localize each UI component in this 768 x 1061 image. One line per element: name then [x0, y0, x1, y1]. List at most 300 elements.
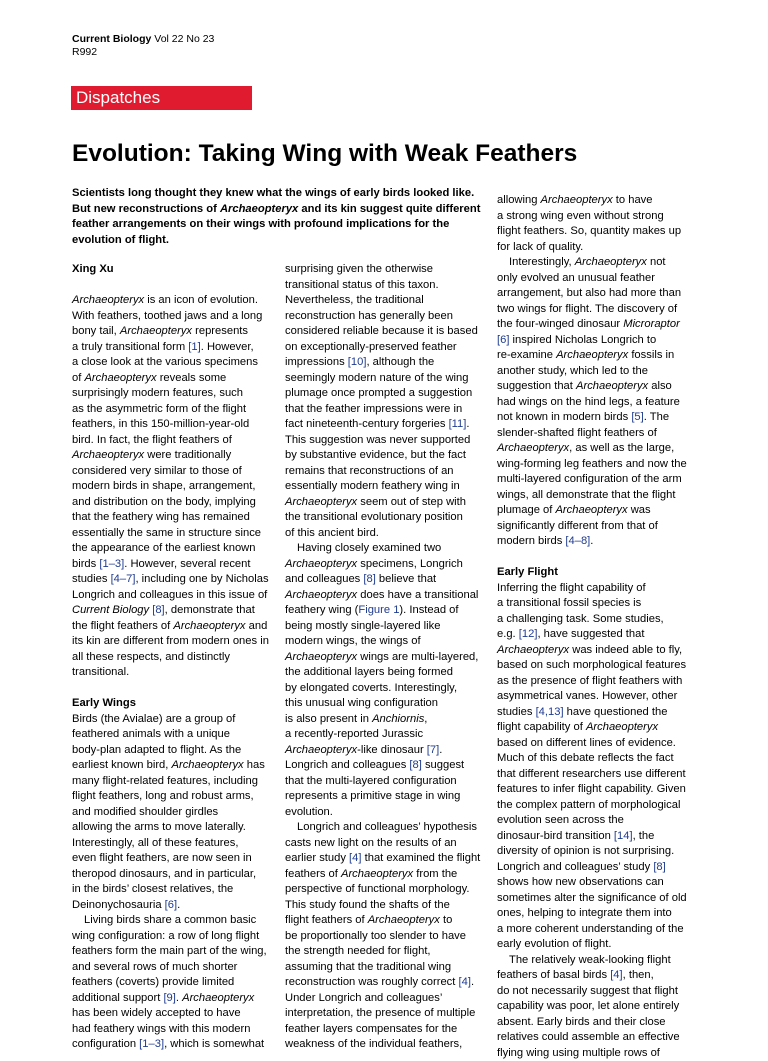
text-run: in the birds’ closest relatives, the: [72, 883, 233, 895]
text-run: as the presence of flight feathers with: [497, 675, 682, 687]
body-line: [285, 448, 485, 464]
body-line: [497, 1030, 702, 1046]
body-line: [72, 805, 272, 821]
text-run: and its kin suggest quite different: [298, 203, 480, 215]
body-line: [285, 495, 485, 511]
citation-link[interactable]: [10]: [348, 356, 367, 368]
body-line: [285, 526, 485, 542]
body-line: [497, 209, 702, 225]
body-line: [497, 953, 702, 969]
citation-link[interactable]: [4,13]: [536, 706, 564, 718]
text-run: feathers form the main part of the wing,: [72, 945, 267, 957]
body-line: [285, 975, 485, 991]
article-abstract: [72, 186, 462, 248]
body-line: [285, 836, 485, 852]
body-line: [285, 386, 485, 402]
body-column-1: [72, 262, 272, 1053]
body-line: [285, 479, 485, 495]
text-run: Scientists long thought they knew what the wings of early birds looked like.: [72, 187, 474, 199]
text-run: evolution of flight.: [72, 234, 169, 246]
body-line: [72, 417, 272, 433]
text-run: evolution.: [285, 806, 333, 818]
citation-link[interactable]: [8]: [653, 861, 665, 873]
body-line: [285, 433, 485, 449]
text-run: by substantive evidence, but the fact: [285, 449, 466, 461]
text-run: -like dinosaur: [357, 744, 427, 756]
text-run: being mostly single-layered like: [285, 620, 440, 632]
italic-term: Current Biology: [72, 604, 149, 616]
text-run: dinosaur-bird transition: [497, 830, 614, 842]
italic-term: Archaeopteryx: [72, 449, 144, 461]
body-line: [72, 402, 272, 418]
body-line: [72, 448, 272, 464]
body-line: [72, 727, 272, 743]
body-line: [72, 960, 272, 976]
body-line: [497, 705, 702, 721]
body-column-3: [497, 193, 702, 1061]
citation-link[interactable]: Figure 1: [358, 604, 399, 616]
text-run: The relatively weak-looking flight: [509, 954, 671, 966]
citation-link[interactable]: [1–3]: [99, 558, 124, 570]
journal-header: [72, 33, 214, 59]
text-run: body-plan adapted to flight. As the: [72, 744, 241, 756]
body-line: [285, 929, 485, 945]
body-line: [497, 193, 702, 209]
italic-term: Archaeopteryx: [368, 914, 440, 926]
body-line: [497, 457, 702, 473]
body-line: [72, 572, 272, 588]
body-line: [72, 355, 272, 371]
body-line: [497, 255, 702, 271]
section-heading: Early Flight: [497, 565, 702, 581]
text-run: had wings on the hind legs, a feature: [497, 396, 680, 408]
text-run: for lack of quality.: [497, 241, 583, 253]
body-line: [497, 581, 702, 597]
text-run: Under Longrich and colleagues’: [285, 992, 442, 1004]
body-line: [497, 736, 702, 752]
body-line: [285, 805, 485, 821]
text-run: was: [628, 504, 651, 516]
text-run: not known in modern birds: [497, 411, 631, 423]
text-run: feather layers compensates for the: [285, 1023, 457, 1035]
text-run: features to infer flight capability. Given: [497, 783, 686, 795]
body-line: [497, 503, 702, 519]
body-line: [497, 798, 702, 814]
text-run: configuration: [72, 1038, 139, 1050]
body-line: [497, 317, 702, 333]
text-run: plumage once prompted a suggestion: [285, 387, 472, 399]
text-run: , have suggested that: [537, 628, 644, 640]
body-line: [285, 402, 485, 418]
text-run: asymmetrical vanes. However, other: [497, 690, 677, 702]
text-run: Living birds share a common basic: [84, 914, 256, 926]
body-line: [285, 1037, 485, 1053]
text-run: feathery wing (: [285, 604, 358, 616]
text-run: that examined the flight: [362, 852, 481, 864]
text-run: .: [176, 992, 182, 1004]
body-line: [72, 588, 272, 604]
body-line: [497, 1015, 702, 1031]
text-run: , the: [633, 830, 655, 842]
text-run: Longrich and colleagues’ study: [497, 861, 653, 873]
text-run: slender-shafted flight feathers of: [497, 427, 657, 439]
text-run: suggestion that: [497, 380, 576, 392]
body-line: [72, 510, 272, 526]
text-run: has been widely accepted to have: [72, 1007, 241, 1019]
text-run: suggest: [422, 759, 464, 771]
citation-link[interactable]: [4]: [349, 852, 361, 864]
body-line: [497, 410, 702, 426]
body-line: [497, 224, 702, 240]
body-line: [285, 309, 485, 325]
text-run: reconstruction has generally been: [285, 310, 453, 322]
body-line: [72, 743, 272, 759]
text-run: ). Instead of: [399, 604, 458, 616]
body-line: [72, 882, 272, 898]
body-line: [72, 634, 272, 650]
section-label: Dispatches: [76, 88, 160, 108]
text-run: Inferring the flight capability of: [497, 582, 646, 594]
body-line: [285, 588, 485, 604]
citation-link[interactable]: [5]: [631, 411, 643, 423]
italic-term: Archaeopteryx: [182, 992, 254, 1004]
body-line: [72, 836, 272, 852]
body-line: [497, 999, 702, 1015]
text-run: flying wing using multiple rows of: [497, 1047, 660, 1059]
body-line: [497, 519, 702, 535]
italic-term: Anchiornis: [372, 713, 424, 725]
text-run: and several rows of much shorter: [72, 961, 237, 973]
italic-term: Archaeopteryx: [84, 372, 156, 384]
italic-term: Archaeopteryx: [285, 558, 357, 570]
body-line: [72, 479, 272, 495]
body-line: [497, 1046, 702, 1061]
text-run: a recently-reported Jurassic: [285, 728, 423, 740]
text-run: does have a transitional: [357, 589, 478, 601]
body-line: [285, 882, 485, 898]
body-line: [285, 712, 485, 728]
body-line: [72, 603, 272, 619]
citation-link[interactable]: [9]: [163, 992, 175, 1004]
text-run: , demonstrate that: [165, 604, 255, 616]
body-line: [285, 867, 485, 883]
text-run: ,: [424, 713, 427, 725]
text-run: This suggestion was never supported: [285, 434, 470, 446]
body-line: [72, 309, 272, 325]
text-run: is an icon of evolution.: [144, 294, 258, 306]
citation-link[interactable]: [12]: [519, 628, 538, 640]
text-run: wings, all demonstrate that the flight: [497, 489, 675, 501]
text-run: the strength needed for flight,: [285, 945, 431, 957]
text-run: a challenging task. Some studies,: [497, 613, 664, 625]
text-run: impressions: [285, 356, 348, 368]
citation-link[interactable]: [6]: [497, 334, 509, 346]
italic-term: Archaeopteryx: [576, 380, 648, 392]
citation-link[interactable]: [4]: [458, 976, 470, 988]
italic-term: Archaeopteryx: [586, 721, 658, 733]
text-run: , then,: [623, 969, 654, 981]
body-line: [497, 658, 702, 674]
text-run: all these respects, and distinctly: [72, 651, 230, 663]
citation-link[interactable]: [11]: [449, 418, 467, 430]
text-run: have questioned the: [564, 706, 668, 718]
body-line: [72, 650, 272, 666]
abstract-line: [72, 202, 462, 218]
body-line: [72, 324, 272, 340]
italic-term: Microraptor: [623, 318, 680, 330]
paragraph-gap: [497, 550, 702, 566]
text-run: .: [177, 899, 180, 911]
text-run: . However, several recent: [124, 558, 250, 570]
body-line: [72, 820, 272, 836]
body-line: [497, 844, 702, 860]
body-line: [72, 975, 272, 991]
body-line: [285, 898, 485, 914]
text-run: of this ancient bird.: [285, 527, 379, 539]
citation-link[interactable]: [1]: [188, 341, 200, 353]
body-line: [285, 417, 485, 433]
citation-link[interactable]: [4–8]: [565, 535, 590, 547]
text-run: to have: [613, 194, 653, 206]
italic-term: Archaeopteryx: [172, 759, 244, 771]
body-line: [497, 426, 702, 442]
text-run: were traditionally: [144, 449, 231, 461]
text-run: and modified shoulder girdles: [72, 806, 218, 818]
abstract-line: [72, 233, 462, 249]
body-line: [285, 681, 485, 697]
text-run: Interestingly, all of these features,: [72, 837, 238, 849]
text-run: that the feathery wing has remained: [72, 511, 250, 523]
text-run: feathers of: [285, 868, 341, 880]
text-run: that different researchers use different: [497, 768, 686, 780]
text-run: remains that reconstructions of an: [285, 465, 454, 477]
text-run: modern wings, the wings of: [285, 635, 421, 647]
body-line: [72, 913, 272, 929]
text-run: bony tail,: [72, 325, 120, 337]
body-line: [72, 898, 272, 914]
body-line: [72, 619, 272, 635]
citation-link[interactable]: [6]: [165, 899, 177, 911]
body-line: [72, 774, 272, 790]
text-run: wings are multi-layered,: [357, 651, 478, 663]
body-line: [497, 643, 702, 659]
body-line: [497, 302, 702, 318]
body-line: [285, 572, 485, 588]
body-line: [72, 526, 272, 542]
body-line: [285, 278, 485, 294]
body-line: [497, 627, 702, 643]
text-run: a strong wing even without strong: [497, 210, 664, 222]
text-run: bird. In fact, the flight feathers of: [72, 434, 232, 446]
text-run: arrangement, but also had more than: [497, 287, 681, 299]
body-line: [285, 665, 485, 681]
body-line: [285, 944, 485, 960]
citation-link[interactable]: [14]: [614, 830, 633, 842]
text-run: a more coherent understanding of the: [497, 923, 684, 935]
citation-link[interactable]: [1–3]: [139, 1038, 164, 1050]
italic-term: Archaeopteryx: [541, 194, 613, 206]
text-run: based on such morphological features: [497, 659, 686, 671]
text-run: the transitional evolutionary position: [285, 511, 463, 523]
italic-term: Archaeopteryx: [555, 504, 627, 516]
body-line: [497, 813, 702, 829]
text-run: that the feather impressions were in: [285, 403, 462, 415]
body-column-2: [285, 262, 485, 1053]
text-run: casts new light on the results of an: [285, 837, 457, 849]
body-line: [285, 510, 485, 526]
text-run: weakness of the individual feathers,: [285, 1038, 462, 1050]
italic-term: Archaeopteryx: [497, 644, 569, 656]
body-line: [497, 441, 702, 457]
text-run: many flight-related features, including: [72, 775, 258, 787]
text-run: flight feathers. So, quantity makes up: [497, 225, 681, 237]
text-run: inspired Nicholas Longrich to: [509, 334, 656, 346]
text-run: significantly different from that of: [497, 520, 658, 532]
text-run: and colleagues: [285, 573, 363, 585]
italic-term: Archaeopteryx: [341, 868, 413, 880]
text-run: do not necessarily suggest that flight: [497, 985, 678, 997]
citation-link[interactable]: [8]: [152, 604, 164, 616]
text-run: based on different lines of evidence.: [497, 737, 676, 749]
text-run: .: [471, 976, 474, 988]
text-run: to: [440, 914, 452, 926]
text-run: absent. Early birds and their close: [497, 1016, 666, 1028]
text-run: .: [590, 535, 593, 547]
text-run: evolution seen across the: [497, 814, 624, 826]
text-run: transitional status of this taxon.: [285, 279, 439, 291]
italic-term: Archaeopteryx: [575, 256, 647, 268]
text-run: feather arrangements on their wings with profound implications for the: [72, 218, 449, 230]
abstract-line: [72, 186, 462, 202]
text-run: feathers (coverts) provide limited: [72, 976, 234, 988]
journal-volume: Vol 22 No 23: [154, 33, 214, 45]
text-run: .: [466, 418, 469, 430]
text-run: a transitional fossil species is: [497, 597, 641, 609]
text-run: reconstruction was roughly correct: [285, 976, 458, 988]
body-line: [72, 851, 272, 867]
italic-term: Archaeopteryx: [72, 294, 144, 306]
text-run: fact nineteenth-century forgeries: [285, 418, 449, 430]
body-line: [72, 1006, 272, 1022]
text-run: by elongated coverts. Interestingly,: [285, 682, 457, 694]
text-run: studies: [72, 573, 111, 585]
text-run: and: [246, 620, 268, 632]
text-run: assuming that the traditional wing: [285, 961, 451, 973]
body-line: [497, 364, 702, 380]
text-run: and distribution on the body, implying: [72, 496, 256, 508]
text-run: essentially the same in structure since: [72, 527, 261, 539]
article-title: Evolution: Taking Wing with Weak Feathers: [72, 139, 577, 169]
body-line: [497, 379, 702, 395]
citation-link[interactable]: [8]: [409, 759, 421, 771]
text-run: earlier study: [285, 852, 349, 864]
text-run: the complex pattern of morphological: [497, 799, 680, 811]
body-line: [285, 557, 485, 573]
body-line: [497, 286, 702, 302]
body-line: [497, 891, 702, 907]
italic-term: Archaeopteryx: [285, 651, 357, 663]
body-line: [72, 541, 272, 557]
text-run: feathers of basal birds: [497, 969, 610, 981]
body-line: [72, 495, 272, 511]
text-run: Deinonychosauria: [72, 899, 165, 911]
text-run: .: [439, 744, 442, 756]
body-line: [497, 472, 702, 488]
text-run: has: [244, 759, 265, 771]
citation-link[interactable]: [4]: [610, 969, 622, 981]
text-run: modern birds in shape, arrangement,: [72, 480, 255, 492]
text-run: seem out of step with: [357, 496, 466, 508]
text-run: Much of this debate reflects the fact: [497, 752, 674, 764]
text-run: . However,: [201, 341, 254, 353]
body-line: [497, 937, 702, 953]
text-run: Having closely examined two: [297, 542, 441, 554]
text-run: represents a primitive stage in wing: [285, 790, 460, 802]
text-run: reveals some: [157, 372, 227, 384]
text-run: the flight feathers of: [72, 620, 173, 632]
text-run: feathered animals with a unique: [72, 728, 230, 740]
body-line: [285, 355, 485, 371]
text-run: ones, helping to integrate them into: [497, 907, 672, 919]
text-run: as the asymmetric form of the flight: [72, 403, 246, 415]
body-line: [285, 262, 485, 278]
text-run: allowing: [497, 194, 541, 206]
abstract-line: [72, 217, 462, 233]
citation-link[interactable]: [8]: [363, 573, 375, 585]
text-run: considered reliable because it is based: [285, 325, 478, 337]
body-line: [285, 340, 485, 356]
body-line: [497, 922, 702, 938]
body-line: [285, 991, 485, 1007]
body-line: [285, 634, 485, 650]
body-line: [285, 820, 485, 836]
body-line: [285, 603, 485, 619]
body-line: [497, 488, 702, 504]
text-run: Interestingly,: [509, 256, 575, 268]
body-line: [497, 240, 702, 256]
body-line: [285, 541, 485, 557]
body-line: [285, 650, 485, 666]
journal-name: Current Biology: [72, 33, 151, 45]
body-line: [72, 867, 272, 883]
text-run: With feathers, toothed jaws and a long: [72, 310, 262, 322]
text-run: another study, which led to the: [497, 365, 648, 377]
text-run: specimens, Longrich: [357, 558, 463, 570]
citation-link[interactable]: [4–7]: [111, 573, 136, 585]
text-run: , although the: [366, 356, 434, 368]
text-run: , as well as the large,: [569, 442, 674, 454]
text-run: a close look at the various specimens: [72, 356, 258, 368]
author-name: Xing Xu: [72, 262, 272, 278]
text-run: perspective of functional morphology.: [285, 883, 470, 895]
text-run: Longrich and colleagues’ hypothesis: [297, 821, 477, 833]
text-run: modern birds: [497, 535, 565, 547]
text-run: this unusual wing configuration: [285, 697, 438, 709]
text-run: on exceptionally-preserved feather: [285, 341, 457, 353]
text-run: This study found the shafts of the: [285, 899, 450, 911]
text-run: the four-winged dinosaur: [497, 318, 623, 330]
body-line: [497, 782, 702, 798]
body-line: [497, 534, 702, 550]
text-run: interpretation, the presence of multiple: [285, 1007, 475, 1019]
text-run: wing configuration: a row of long flight: [72, 930, 259, 942]
text-run: plumage of: [497, 504, 555, 516]
text-run: studies: [497, 706, 536, 718]
citation-link[interactable]: [7]: [427, 744, 439, 756]
text-run: Longrich and colleagues in this issue of: [72, 589, 267, 601]
text-run: only evolved an unusual feather: [497, 272, 655, 284]
body-line: [497, 674, 702, 690]
